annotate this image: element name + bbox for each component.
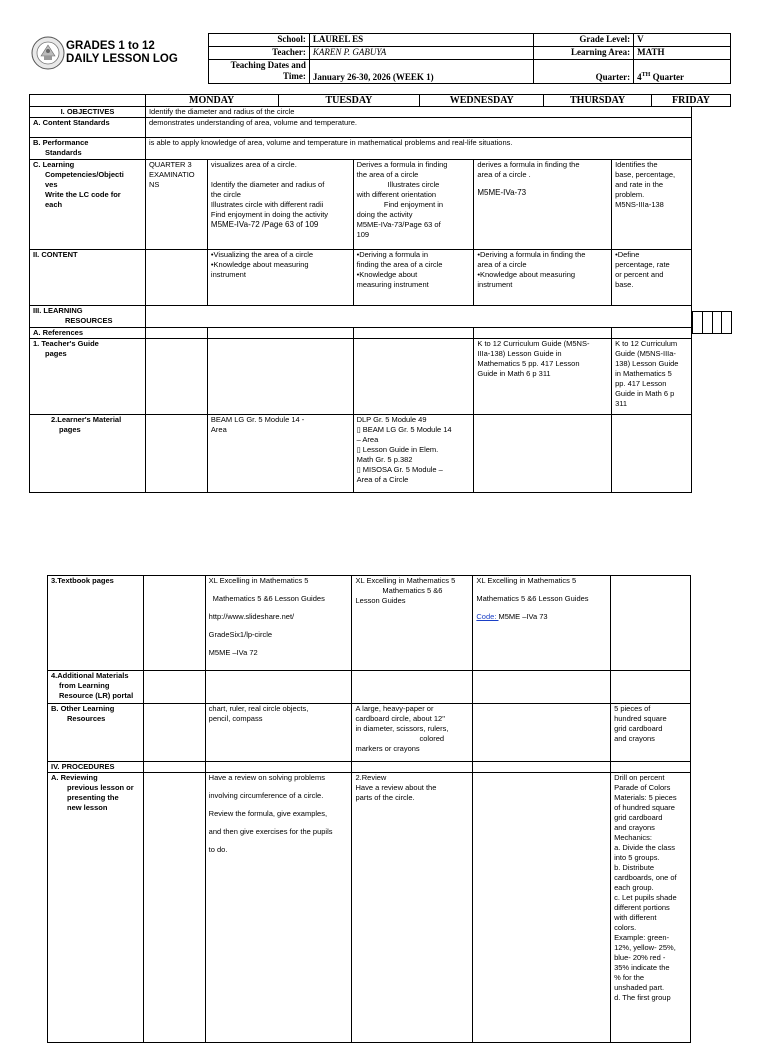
textbook-tuesday: XL Excelling in Mathematics 5 Mathematics 5 &6 Lesson Guides http://www.slideshare.net/ GradeSix1/lp-circle M5ME –IVa 72 bbox=[205, 576, 352, 671]
content-standards-text: demonstrates understanding of area, volume and temperature. bbox=[145, 118, 691, 138]
teaching-dates-label: Teaching Dates and Time: bbox=[209, 60, 310, 84]
learning-competencies-label: C. Learning Competencies/Objecti ves Write the LC code for each bbox=[30, 160, 146, 250]
other-resources-tuesday: chart, ruler, real circle objects, pencil, compass bbox=[205, 704, 352, 762]
learning-area-label: Learning Area: bbox=[534, 47, 634, 60]
other-resources-wednesday: A large, heavy-paper or cardboard circle, about 12" in diameter, scissors, rulers, colored markers or crayons bbox=[352, 704, 473, 762]
grade-level-value: V bbox=[634, 34, 731, 47]
teacher-value: KAREN P. GABUYA bbox=[309, 47, 533, 60]
quarter-label: Quarter: bbox=[534, 60, 634, 84]
day-friday: FRIDAY bbox=[652, 95, 731, 107]
performance-standards-text: is able to apply knowledge of area, volume and temperature in mathematical problems and real-life situations. bbox=[145, 138, 691, 160]
content-label: II. CONTENT bbox=[30, 250, 146, 306]
references-label: A. References bbox=[30, 328, 146, 339]
teachers-guide-friday: K to 12 Curriculum Guide (M5NS-IIIa- 138) Lesson Guide in Mathematics 5 pp. 417 Lesson Guide in Math 6 p 311 bbox=[612, 339, 692, 415]
school-value: LAUREL ES bbox=[309, 34, 533, 47]
other-resources-friday: 5 pieces of hundred square grid cardboard and crayons bbox=[611, 704, 691, 762]
grade-level-label: Grade Level: bbox=[534, 34, 634, 47]
review-tuesday: Have a review on solving problems involving circumference of a circle. Review the formula, give examples, and then give exercises for the pupils to do. bbox=[205, 773, 352, 1043]
review-friday: Drill on percent Parade of Colors Materials: 5 pieces of hundred square grid cardboard and crayons Mechanics: a. Divide the class into 5 groups. b. Distribute cardboards, one of each group. c. Let pupils shade different portions with different colors. Example: green- 12%, yellow- 25%, blue- 20% red - 35% indicate the % for the unshaded part. d. The first group bbox=[611, 773, 691, 1043]
learners-material-wednesday: DLP Gr. 5 Module 49 ▯ BEAM LG Gr. 5 Module 14 – Area ▯ Lesson Guide in Elem. Math Gr. 5 p.382 ▯ MISOSA Gr. 5 Module – Area of a Circle bbox=[353, 415, 474, 493]
lesson-log-table-page2 bbox=[47, 575, 691, 1043]
lesson-log-table-page1 bbox=[29, 106, 692, 493]
other-learning-resources-label: B. Other Learning Resources bbox=[48, 704, 144, 762]
title-line-1: GRADES 1 to 12 bbox=[66, 40, 155, 52]
teaching-dates-value: January 26-30, 2026 (WEEK 1) bbox=[309, 60, 533, 84]
lc-wednesday: Derives a formula in finding the area of a circle Illustrates circle with different orientation Find enjoyment in doing the activity M5ME-IVa-73/Page 63 of 109 bbox=[353, 160, 474, 250]
learning-area-value: MATH bbox=[634, 47, 731, 60]
lc-friday: Identifies the base, percentage, and rate in the problem. M5NS-IIIa-138 bbox=[612, 160, 692, 250]
day-tuesday: TUESDAY bbox=[278, 95, 420, 107]
content-friday: •Define percentage, rate or percent and base. bbox=[612, 250, 692, 306]
day-monday: MONDAY bbox=[145, 95, 278, 107]
additional-materials-label: 4.Additional Materials from Learning Resource (LR) portal bbox=[48, 671, 144, 704]
learners-material-label: 2.Learner's Material pages bbox=[30, 415, 146, 493]
quarter-value: 4TH Quarter bbox=[634, 60, 731, 84]
objectives-text: Identify the diameter and radius of the circle bbox=[145, 107, 691, 118]
teachers-guide-thursday: K to 12 Curriculum Guide (M5NS- IIIa-138) Lesson Guide in Mathematics 5 pp. 417 Lesson Guide in Math 6 p 311 bbox=[474, 339, 612, 415]
lc-monday: QUARTER 3 EXAMINATIO NS bbox=[145, 160, 207, 250]
performance-standards-label: B. Performance Standards bbox=[30, 138, 146, 160]
teachers-guide-label: 1. Teacher's Guide pages bbox=[30, 339, 146, 415]
teacher-label: Teacher: bbox=[209, 47, 310, 60]
learners-material-tuesday: BEAM LG Gr. 5 Module 14 - Area bbox=[207, 415, 353, 493]
content-monday bbox=[145, 250, 207, 306]
procedures-label: IV. PROCEDURES bbox=[48, 762, 144, 773]
content-wednesday: •Deriving a formula in finding the area of a circle •Knowledge about measuring instrument bbox=[353, 250, 474, 306]
title-line-2: DAILY LESSON LOG bbox=[66, 53, 178, 65]
code-link[interactable]: Code: bbox=[476, 612, 499, 621]
school-label: School: bbox=[209, 34, 310, 47]
textbook-pages-label: 3.Textbook pages bbox=[48, 576, 144, 671]
textbook-thursday: XL Excelling in Mathematics 5 Mathematics 5 &6 Lesson Guides Code: M5ME –IVa 73 bbox=[473, 576, 611, 671]
content-tuesday: •Visualizing the area of a circle •Knowledge about measuring instrument bbox=[207, 250, 353, 306]
content-standards-label: A. Content Standards bbox=[30, 118, 146, 138]
lc-thursday: derives a formula in finding the area of a circle . M5ME-IVa-73 bbox=[474, 160, 612, 250]
day-thursday: THURSDAY bbox=[544, 95, 652, 107]
content-thursday: •Deriving a formula in finding the area of a circle •Knowledge about measuring instrument bbox=[474, 250, 612, 306]
reviewing-previous-lesson-label: A. Reviewing previous lesson or presenting the new lesson bbox=[48, 773, 144, 1043]
lc-tuesday: visualizes area of a circle. Identify the diameter and radius of the circle Illustrates circle with different radii Find enjoyment in doing the activity M5ME-IVa-72 /Page 63 of 109 bbox=[207, 160, 353, 250]
deped-seal-logo bbox=[31, 36, 65, 70]
textbook-wednesday: XL Excelling in Mathematics 5 Mathematics 5 &6 Lesson Guides bbox=[352, 576, 473, 671]
learning-resources-label: III. LEARNING RESOURCES bbox=[30, 306, 146, 328]
objectives-label: I. OBJECTIVES bbox=[30, 107, 146, 118]
header-info-table bbox=[208, 33, 731, 84]
review-wednesday: 2.Review Have a review about the parts of the circle. bbox=[352, 773, 473, 1043]
day-wednesday: WEDNESDAY bbox=[420, 95, 544, 107]
resources-extra-cells bbox=[692, 311, 732, 334]
